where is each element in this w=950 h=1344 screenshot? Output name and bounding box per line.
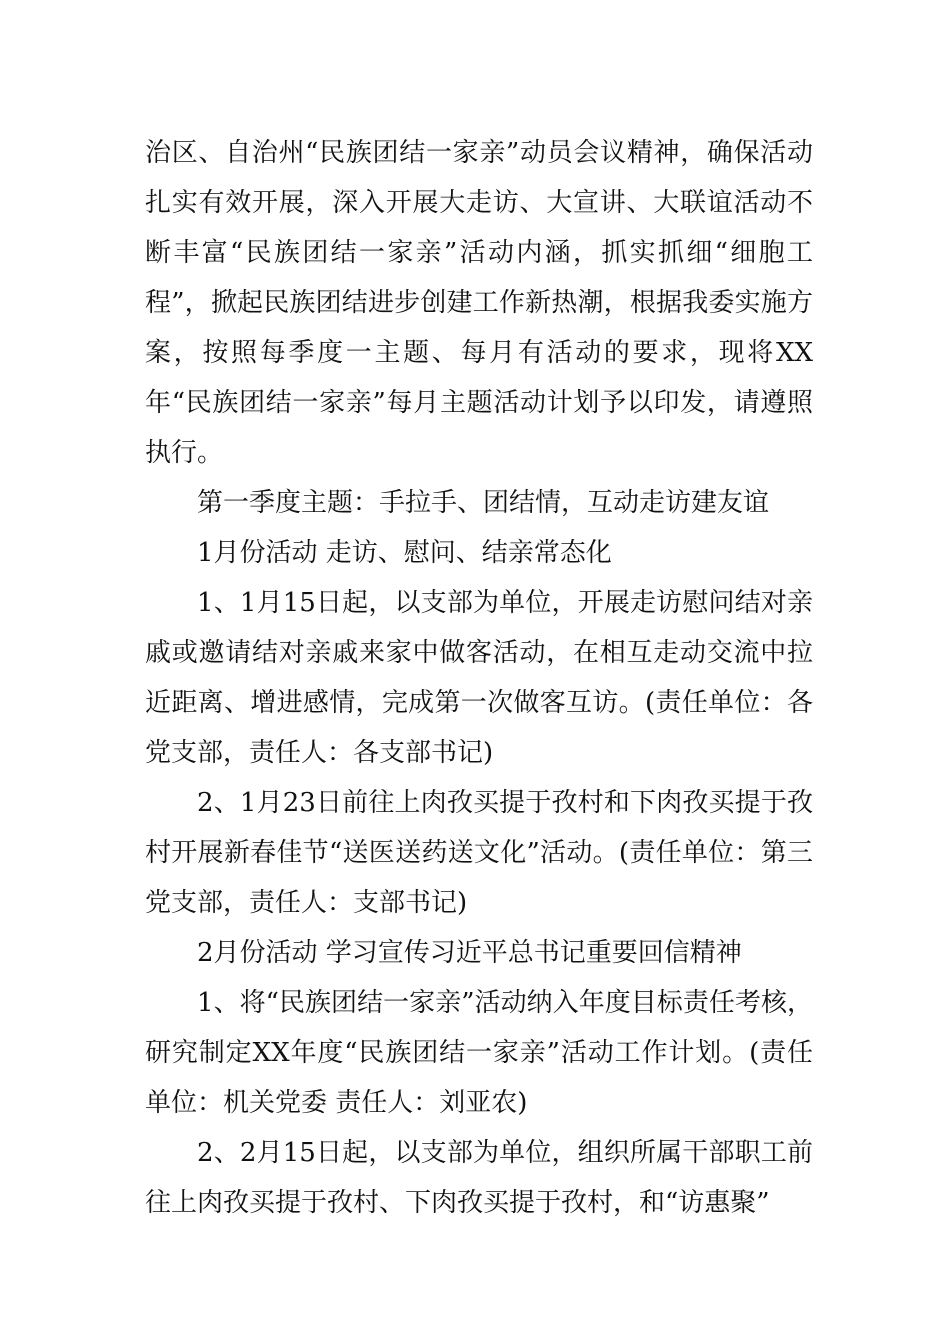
subheading-january: 1月份活动 走访、慰问、结亲常态化 — [197, 538, 612, 568]
paragraph-intro: 治区、自治州“民族团结一家亲”动员会议精神，确保活动扎实有效开展，深入开展大走访、大宣讲、大联谊活动不断丰富“民族团结一家亲”活动内涵，抓实抓细“细胞工程”，掀起民族团结进步创建工作新热潮，根据我委实施方案，按照每季度一主题、每月有活动的要求，现将XX年“民族团结一家亲”每月主题活动计划予以印发，请遵照执行。 — [145, 138, 813, 468]
section-heading-q1: 第一季度主题：手拉手、团结情，互动走访建友谊 — [197, 488, 770, 518]
list-item-feb-2: 2、2月15日起，以支部为单位，组织所属干部职工前往上肉孜买提于孜村、下肉孜买提于孜村，和“访惠聚” — [145, 1138, 813, 1218]
subheading-february: 2月份活动 学习宣传习近平总书记重要回信精神 — [197, 938, 742, 968]
list-item-jan-2: 2、1月23日前往上肉孜买提于孜村和下肉孜买提于孜村开展新春佳节“送医送药送文化”活动。(责任单位：第三党支部，责任人：支部书记) — [145, 788, 813, 918]
list-item-feb-1: 1、将“民族团结一家亲”活动纳入年度目标责任考核，研究制定XX年度“民族团结一家亲”活动工作计划。(责任单位：机关党委 责任人：刘亚农) — [145, 988, 813, 1118]
document-body — [145, 128, 813, 1228]
list-item-jan-1: 1、1月15日起，以支部为单位，开展走访慰问结对亲戚或邀请结对亲戚来家中做客活动，在相互走动交流中拉近距离、增进感情，完成第一次做客互访。(责任单位：各党支部，责任人：各支部书记) — [145, 588, 813, 768]
